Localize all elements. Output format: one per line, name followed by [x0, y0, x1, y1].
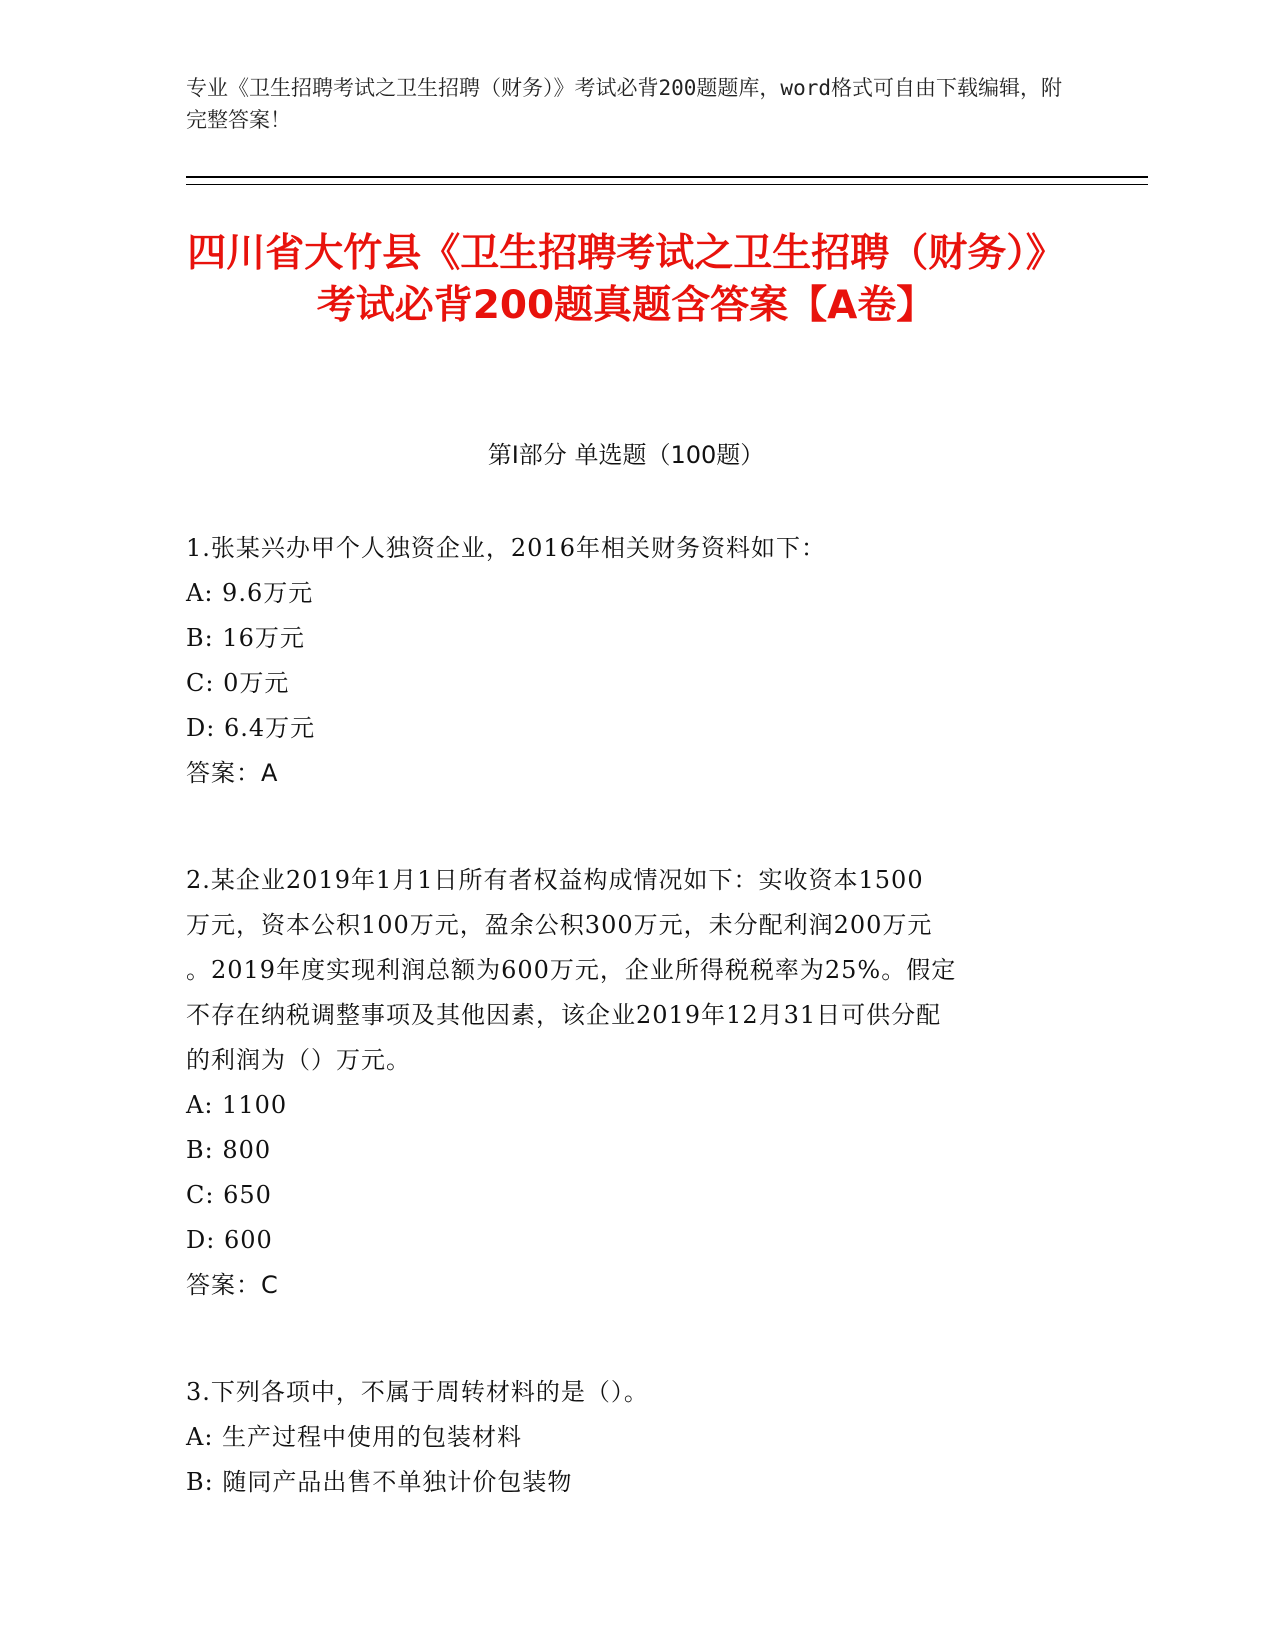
question-list	[186, 526, 1076, 1567]
question-stem-line: 的利润为（）万元。	[186, 1046, 411, 1074]
answer: 答案：C	[186, 1271, 279, 1299]
answer: 答案：A	[186, 759, 279, 787]
option-a: A: 生产过程中使用的包装材料	[186, 1423, 523, 1451]
question-stem-line: 。2019年度实现利润总额为600万元，企业所得税税率为25%。假定	[186, 956, 957, 984]
header-rule-thin	[186, 184, 1148, 185]
option-d: D: 600	[186, 1226, 273, 1254]
question-stem-line: 万元，资本公积100万元，盈余公积300万元，未分配利润200万元	[186, 911, 933, 939]
option-a: A: 1100	[186, 1091, 288, 1119]
document-header: 专业《卫生招聘考试之卫生招聘（财务）》考试必背200题题库，word格式可自由下载编辑，附完整答案！	[186, 76, 1062, 132]
option-b: B: 随同产品出售不单独计价包装物	[186, 1468, 573, 1496]
question-1	[186, 526, 1076, 796]
document-title: 四川省大竹县《卫生招聘考试之卫生招聘（财务）》考试必背200题真题含答案【A卷】	[187, 231, 1065, 328]
option-c: C: 0万元	[186, 669, 290, 697]
header-rule-thick	[186, 176, 1148, 178]
question-stem: 3.下列各项中，不属于周转材料的是（）。	[186, 1378, 649, 1406]
section-title: 第I部分 单选题（100题）	[487, 441, 765, 469]
option-b: B: 16万元	[186, 624, 305, 652]
question-3	[186, 1370, 1076, 1505]
option-d: D: 6.4万元	[186, 714, 316, 742]
question-stem: 1.张某兴办甲个人独资企业，2016年相关财务资料如下：	[186, 534, 826, 562]
question-stem-line: 不存在纳税调整事项及其他因素，该企业2019年12月31日可供分配	[186, 1001, 942, 1029]
question-2	[186, 858, 1076, 1308]
option-c: C: 650	[186, 1181, 272, 1209]
question-stem-line: 2.某企业2019年1月1日所有者权益构成情况如下：实收资本1500	[186, 866, 924, 894]
option-a: A: 9.6万元	[186, 579, 314, 607]
option-b: B: 800	[186, 1136, 272, 1164]
